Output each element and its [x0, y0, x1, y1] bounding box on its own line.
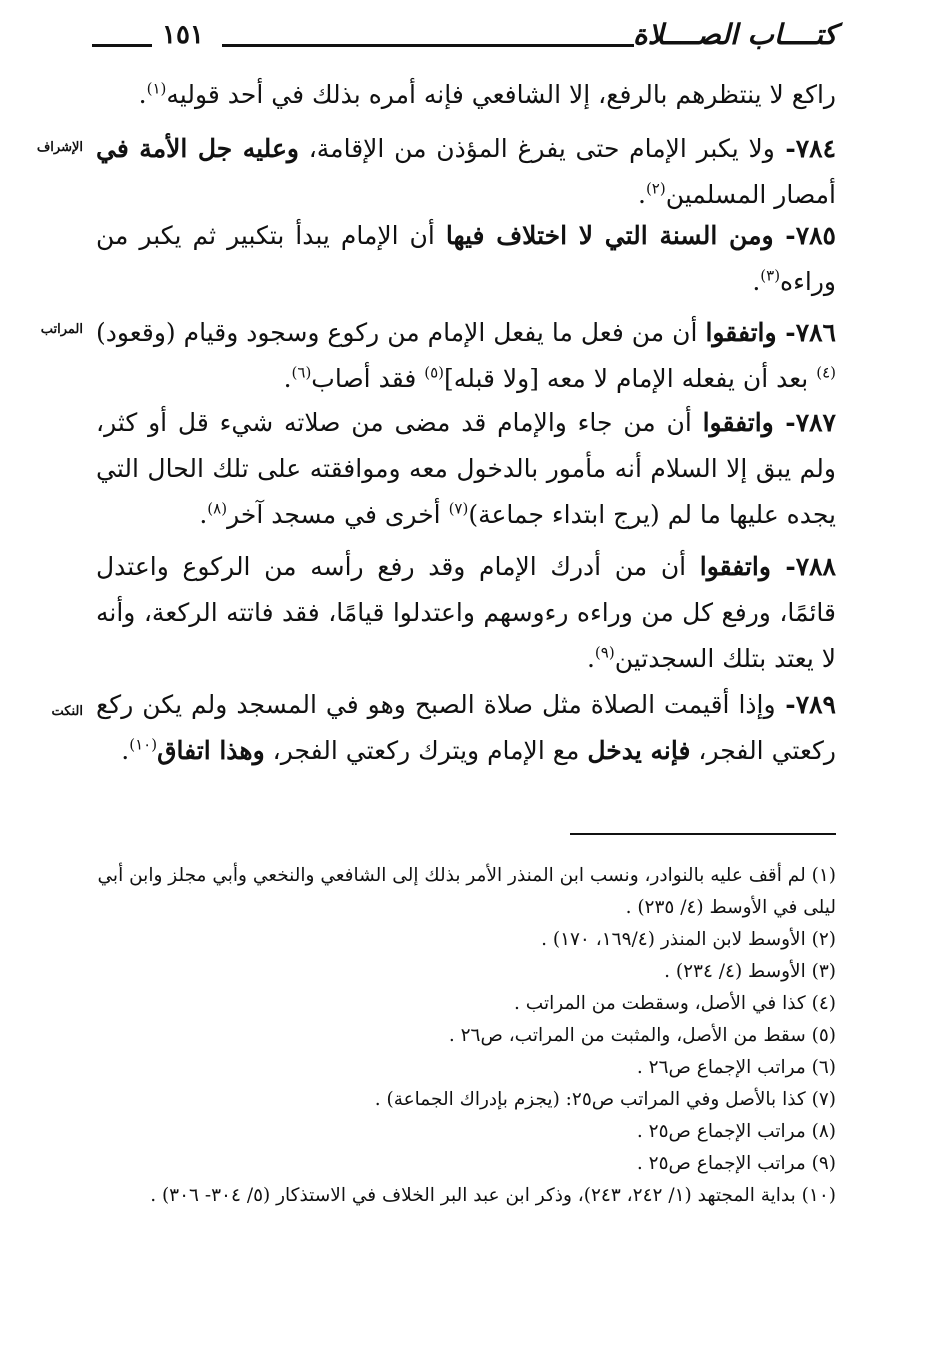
text-run: . [283, 364, 292, 393]
footnote: (٤) كذا في الأصل، وسقطت من المراتب . [514, 993, 836, 1014]
footnote: (٣) الأوسط (٤/ ٢٣٤) . [664, 961, 836, 982]
item-number: ٧٨٨- [770, 552, 836, 581]
text-run: مع الإمام ويترك ركعتي الفجر، [264, 736, 588, 765]
paragraph-788 [96, 544, 836, 682]
item-number: ٧٨٥- [773, 221, 836, 250]
text-run: أمصار المسلمين [665, 180, 836, 209]
footnotes-list [96, 860, 836, 1212]
bold-phrase: واتفقوا [705, 318, 777, 347]
footnote-ref: (٥) [424, 363, 445, 382]
footnote: (١) لم أقف عليه بالنوادر، ونسب ابن المنذر الأمر بذلك إلى الشافعي والنخعي وأبي مجلز وابن أبي ليلى في الأوسط (٤/ ٢٣٥) . [97, 865, 836, 918]
footnote-ref: (٧) [448, 499, 469, 518]
footnote-ref: (٦) [291, 363, 312, 382]
text-run: أخرى في مسجد آخر [227, 500, 449, 529]
header-rule-left [92, 44, 152, 47]
text-run: . [121, 736, 130, 765]
footnote-ref: (٣) [760, 266, 781, 285]
footnote-ref: (٢) [645, 179, 666, 198]
text-run: . [199, 500, 208, 529]
bold-phrase: ومن السنة التي لا اختلاف فيها [445, 221, 774, 250]
text-run: أن الإمام يبدأ بتكبير ثم يكبر من وراءه [96, 221, 836, 296]
footnote: (٨) مراتب الإجماع ص٢٥ . [636, 1121, 836, 1142]
paragraph-784 [96, 126, 836, 218]
paragraph-787 [96, 400, 836, 538]
bold-phrase: واتفقوا [702, 408, 774, 437]
bold-phrase: واتفقوا [699, 552, 771, 581]
footnote: (٢) الأوسط لابن المنذر (١٦٩/٤، ١٧٠) . [541, 929, 836, 950]
footnote: (٥) سقط من الأصل، والمثبت من المراتب، ص٢٦ . [448, 1025, 836, 1046]
item-number: ٧٨٩- [775, 690, 836, 719]
footnote: (٦) مراتب الإجماع ص٢٦ . [636, 1057, 836, 1078]
page-header [92, 18, 837, 62]
text-run: . [752, 267, 761, 296]
footnote-ref: (١٠) [129, 735, 158, 754]
text-run: ولا يكبر الإمام حتى يفرغ المؤذن من الإقامة، [298, 134, 775, 163]
item-number: ٧٨٦- [776, 318, 836, 347]
footnote-ref: (٤) [816, 363, 836, 382]
text-run: وإذا أقيمت الصلاة مثل صلاة الصبح وهو في المسجد ولم يكن ركع ركعتي الفجر، [96, 690, 836, 765]
running-title: كتــــاب الصــــلاة [632, 18, 837, 51]
text-run: فقد أصاب [311, 364, 425, 393]
footnote: (٧) كذا بالأصل وفي المراتب ص٢٥: (يجزم بإدراك الجماعة) . [374, 1089, 836, 1110]
text-run: أن من أدرك الإمام وقد رفع رأسه من الركوع واعتدل قائمًا، ورفع كل من وراءه رءوسهم واعتدلوا قيامًا، فقد فاتته الركعة، وأنه لا يعتد بتلك السجدتين [96, 552, 836, 673]
footnote-ref: (١) [146, 79, 167, 98]
footnote-separator [570, 833, 836, 835]
footnote: (٩) مراتب الإجماع ص٢٥ . [636, 1153, 836, 1174]
text-run: . [586, 644, 595, 673]
footnote-ref: (٩) [594, 643, 615, 662]
paragraph-continuation [96, 72, 836, 118]
text-run: . [637, 180, 646, 209]
text-run: أن من جاء والإمام قد مضى من صلاته شيء قل أو كثر، ولم يبق إلا السلام أنه مأمور بالدخول معه وموافقته على تلك الحال التي يجده عليها ما لم (يرج ابتداء جماعة) [96, 408, 836, 529]
item-number: ٧٨٤- [774, 134, 837, 163]
side-source-label: المراتب [40, 322, 83, 337]
footnote: (١٠) بداية المجتهد (١/ ٢٤٢، ٢٤٣)، وذكر ابن عبد البر الخلاف في الاستذكار (٥/ ٣٠٤- ٣٠٦) . [150, 1185, 836, 1206]
page-number: ١٥١ [162, 20, 204, 50]
text-run: . [138, 80, 147, 109]
side-source-label: النكت [51, 704, 83, 719]
header-rule-middle [222, 44, 634, 47]
paragraph-789 [96, 682, 836, 774]
paragraph-786 [96, 310, 836, 402]
text-run: راكع لا ينتظرهم بالرفع، إلا الشافعي فإنه أمره بذلك في أحد قوليه [166, 80, 836, 109]
footnote-ref: (٨) [207, 499, 228, 518]
side-source-label: الإشراف [36, 140, 83, 155]
text-run: بعد أن يفعله الإمام لا معه [ولا قبله] [444, 364, 817, 393]
item-number: ٧٨٧- [773, 408, 836, 437]
bold-phrase: وهذا اتفاق [157, 736, 265, 765]
text-run: أن من فعل ما يفعل الإمام من ركوع وسجود وقيام (وقعود) [96, 318, 706, 347]
bold-phrase: وعليه جل الأمة في [96, 134, 299, 163]
paragraph-785 [96, 213, 836, 305]
bold-phrase: فإنه يدخل [587, 736, 691, 765]
